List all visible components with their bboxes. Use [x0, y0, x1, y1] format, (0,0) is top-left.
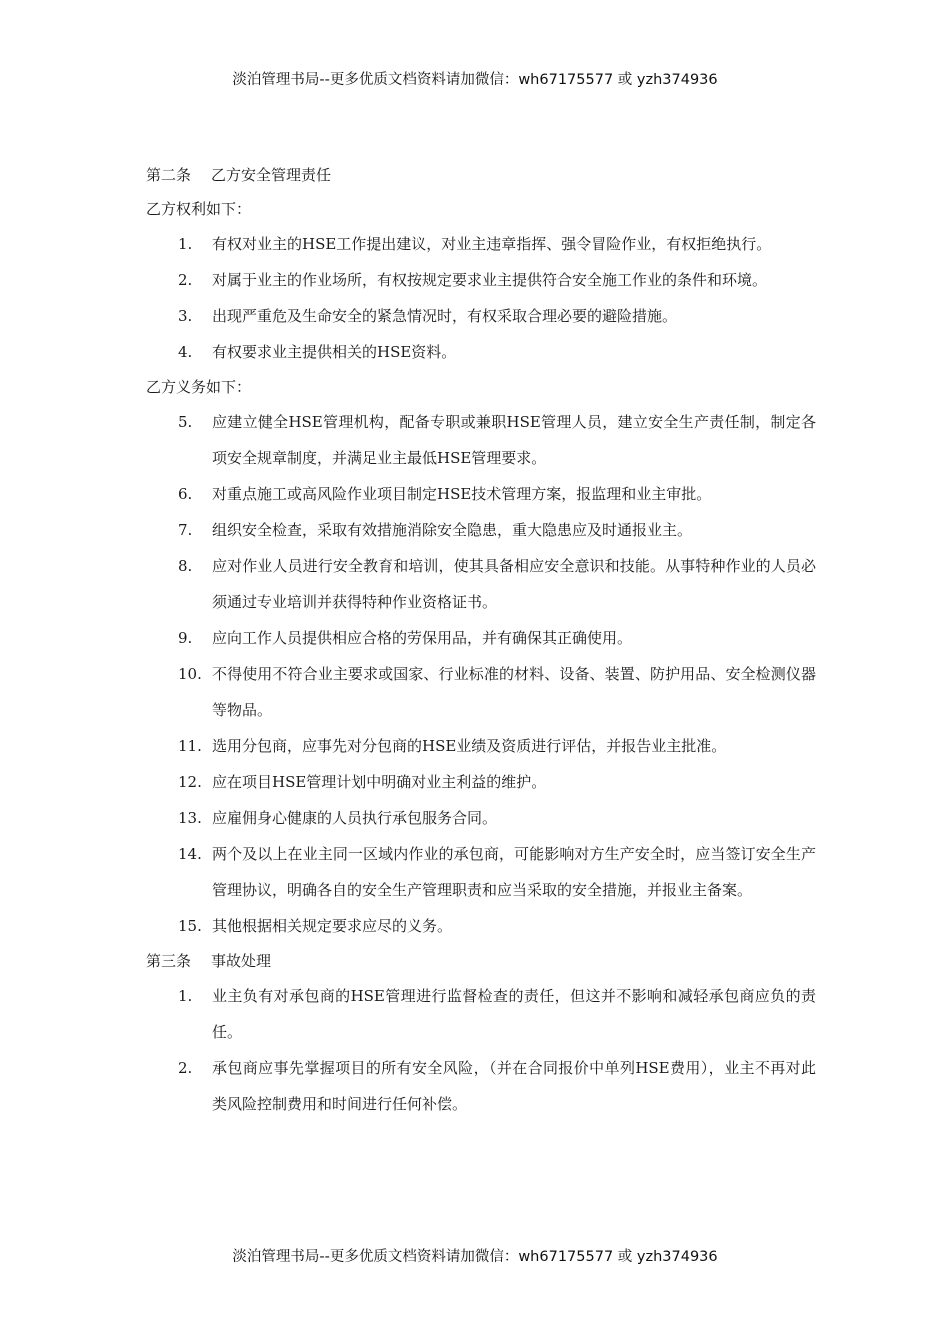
page-footer: 淡泊管理书局--更多优质文档资料请加微信：wh67175577 或 yzh374936	[232, 1249, 718, 1265]
article-2-number: 第二条	[146, 166, 192, 184]
article-3-title: 事故处理	[211, 952, 272, 970]
list-item-text: 有权要求业主提供相关的HSE资料。	[212, 343, 457, 361]
article-3-number: 第三条	[146, 952, 192, 970]
list-item-text: 出现严重危及生命安全的紧急情况时，有权采取合理必要的避险措施。	[212, 307, 678, 325]
list-item-text: 选用分包商，应事先对分包商的HSE业绩及资质进行评估，并报告业主批准。	[212, 737, 727, 755]
list-item-text: 对重点施工或高风险作业项目制定HSE技术管理方案，报监理和业主审批。	[212, 485, 712, 503]
list-item	[146, 334, 816, 370]
list-item-number: 2.	[178, 271, 193, 289]
article-3-heading	[146, 944, 816, 978]
list-item-text: 业主负有对承包商的HSE管理进行监督检查的责任，但这并不影响和减轻承包商应负的责任。	[212, 987, 816, 1041]
list-item	[146, 226, 816, 262]
page-header: 淡泊管理书局--更多优质文档资料请加微信：wh67175577 或 yzh374936	[232, 72, 718, 88]
list-item	[146, 476, 816, 512]
list-item	[146, 978, 816, 1050]
list-item-number: 11.	[178, 737, 202, 755]
list-item-number: 1.	[178, 987, 193, 1005]
list-item-text: 有权对业主的HSE工作提出建议，对业主违章指挥、强令冒险作业，有权拒绝执行。	[212, 235, 772, 253]
list-item-number: 15.	[178, 917, 202, 935]
article-2-title: 乙方安全管理责任	[211, 166, 332, 184]
article-2-heading	[146, 158, 816, 192]
list-item-text: 应雇佣身心健康的人员执行承包服务合同。	[212, 809, 498, 827]
list-item-number: 7.	[178, 521, 193, 539]
list-item	[146, 1050, 816, 1122]
list-item-text: 组织安全检查，采取有效措施消除安全隐患，重大隐患应及时通报业主。	[212, 521, 693, 539]
list-item	[146, 728, 816, 764]
list-item	[146, 512, 816, 548]
list-item-number: 14.	[178, 845, 202, 863]
list-item	[146, 800, 816, 836]
list-item-number: 12.	[178, 773, 202, 791]
list-item-number: 13.	[178, 809, 202, 827]
accident-list	[146, 978, 816, 1122]
list-item	[146, 262, 816, 298]
duties-heading: 乙方义务如下：	[146, 378, 252, 396]
list-item	[146, 836, 816, 908]
list-item-number: 4.	[178, 343, 193, 361]
list-item-number: 9.	[178, 629, 193, 647]
list-item-text: 对属于业主的作业场所，有权按规定要求业主提供符合安全施工作业的条件和环境。	[212, 271, 768, 289]
list-item-text: 应在项目HSE管理计划中明确对业主利益的维护。	[212, 773, 547, 791]
list-item-number: 3.	[178, 307, 193, 325]
list-item-text: 应对作业人员进行安全教育和培训，使其具备相应安全意识和技能。从事特种作业的人员必须通过专业培训并获得特种作业资格证书。	[212, 557, 816, 611]
list-item-number: 5.	[178, 413, 193, 431]
list-item-text: 承包商应事先掌握项目的所有安全风险，（并在合同报价中单列HSE费用），业主不再对此类风险控制费用和时间进行任何补偿。	[212, 1059, 816, 1113]
list-item-text: 应向工作人员提供相应合格的劳保用品，并有确保其正确使用。	[212, 629, 633, 647]
list-item	[146, 620, 816, 656]
list-item-text: 其他根据相关规定要求应尽的义务。	[212, 917, 453, 935]
list-item	[146, 764, 816, 800]
list-item-number: 1.	[178, 235, 193, 253]
list-item-text: 应建立健全HSE管理机构，配备专职或兼职HSE管理人员，建立安全生产责任制，制定各项安全规章制度，并满足业主最低HSE管理要求。	[212, 413, 816, 467]
list-item	[146, 548, 816, 620]
list-item-text: 不得使用不符合业主要求或国家、行业标准的材料、设备、装置、防护用品、安全检测仪器等物品。	[212, 665, 816, 719]
document-body	[146, 158, 816, 1122]
list-item	[146, 404, 816, 476]
rights-heading: 乙方权利如下：	[146, 200, 252, 218]
list-item	[146, 656, 816, 728]
list-item-number: 6.	[178, 485, 193, 503]
list-item	[146, 298, 816, 334]
list-item-number: 2.	[178, 1059, 193, 1077]
rights-list	[146, 226, 816, 370]
list-item-number: 8.	[178, 557, 193, 575]
list-item	[146, 908, 816, 944]
duties-list	[146, 404, 816, 944]
list-item-number: 10.	[178, 665, 202, 683]
list-item-text: 两个及以上在业主同一区域内作业的承包商，可能影响对方生产安全时，应当签订安全生产管理协议，明确各自的安全生产管理职责和应当采取的安全措施，并报业主备案。	[212, 845, 816, 899]
